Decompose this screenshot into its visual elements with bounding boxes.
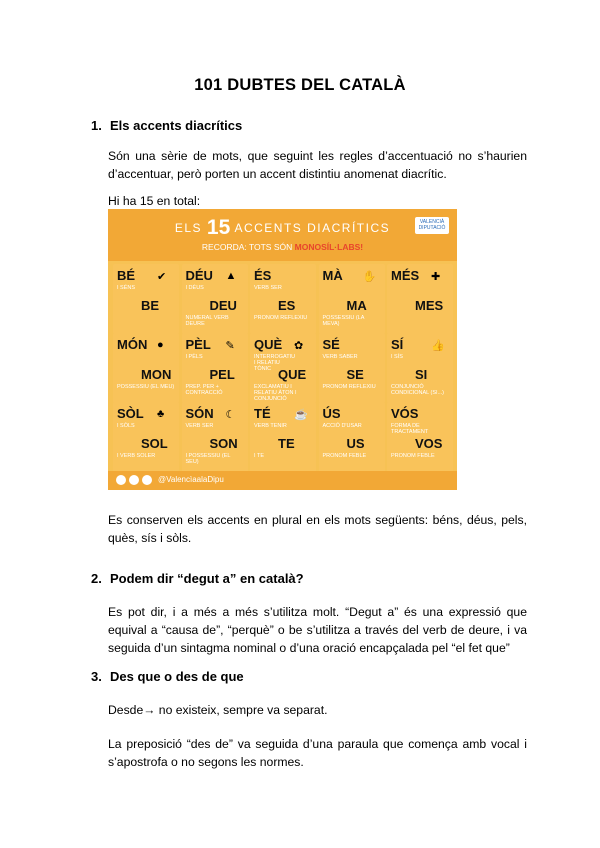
unaccented-word: PEL xyxy=(209,367,235,382)
twitter-icon xyxy=(129,475,139,485)
accent-cell xyxy=(387,333,453,403)
illustration-icon: ✔ xyxy=(157,271,167,283)
accented-word: SÒL xyxy=(117,406,144,421)
accented-word-note: I PÈLS xyxy=(185,354,203,360)
facebook-icon xyxy=(116,475,126,485)
illustration-icon: ☾ xyxy=(225,409,236,421)
unaccented-word: SE xyxy=(346,367,364,382)
unaccented-word: SI xyxy=(415,367,428,382)
accented-word: VÓS xyxy=(391,406,419,421)
section-heading-text: Podem dir “degut a” en català? xyxy=(110,571,304,586)
reminder-highlight: MONOSÍL·LABS! xyxy=(294,242,364,252)
accent-cell xyxy=(250,264,316,334)
accented-word: TÉ xyxy=(254,406,271,421)
unaccented-word-note: EXCLAMATIU I RELATIU ÀTON I CONJUNCIÓ xyxy=(254,384,297,402)
illustration-icon: ● xyxy=(157,339,164,351)
infographic-header xyxy=(108,209,457,261)
accented-word-note: I SÉNS xyxy=(117,285,136,291)
unaccented-word-note: PRONOM REFLEXIU xyxy=(322,384,376,390)
accented-word: MÉS xyxy=(391,268,420,283)
title-number: 15 xyxy=(206,216,231,239)
accented-word-note: VERB SABER xyxy=(322,354,358,360)
section-heading-text: Des que o des de que xyxy=(110,669,244,684)
accented-word: SÍ xyxy=(391,337,404,352)
diacritic-accents-infographic xyxy=(108,209,457,490)
section-number: 3. xyxy=(91,669,102,684)
unaccented-word-note: PRONOM FEBLE xyxy=(322,453,367,459)
accent-cell xyxy=(182,333,248,403)
illustration-icon: 👍 xyxy=(431,340,445,352)
accented-word-note: VERB TENIR xyxy=(254,423,287,429)
accented-word-note: INTERROGATIU I RELATIU TÒNIC xyxy=(254,354,296,372)
unaccented-word-note: I VERB SOLER xyxy=(117,453,156,459)
infographic-reminder xyxy=(108,242,457,252)
accented-word-note: I SÒLS xyxy=(117,423,135,429)
accent-cell xyxy=(250,402,316,472)
accented-word: SÉ xyxy=(322,337,340,352)
accent-cell xyxy=(319,264,385,334)
accented-word: PÈL xyxy=(185,337,211,352)
accent-cell xyxy=(113,333,179,403)
illustration-icon: ✋ xyxy=(362,271,377,283)
accented-word-note: FORMA DE TRACTAMENT xyxy=(391,423,429,435)
paragraph: Són una sèrie de mots, que seguint les regles d’accentuació no s’haurien d’accentuar, però porten un accent distintiu anomenat diacrític. xyxy=(108,149,527,181)
paragraph: Hi ha 15 en total: xyxy=(108,194,201,208)
unaccented-word-note: CONJUNCIÓ CONDICIONAL (SI...) xyxy=(391,384,444,396)
illustration-icon: ✚ xyxy=(431,271,441,283)
unaccented-word-note: PRONOM FEBLE xyxy=(391,453,435,459)
unaccented-word-note: POSSESSIU (LA MEVA) xyxy=(322,315,365,327)
accented-word-note: ACCIÓ D'USAR xyxy=(322,423,362,429)
unaccented-word: SOL xyxy=(141,436,168,451)
illustration-icon: ✿ xyxy=(294,340,304,352)
accented-word: QUÈ xyxy=(254,337,283,352)
unaccented-word-note: PREP. PER + CONTRACCIÓ xyxy=(185,384,223,396)
illustration-icon: ☕ xyxy=(294,409,308,421)
unaccented-word: QUE xyxy=(278,367,307,382)
accented-word: SÓN xyxy=(185,406,214,421)
social-handle: @ValencìaalaDipu xyxy=(158,475,224,484)
title-post: ACCENTS DIACRÍTICS xyxy=(234,221,391,235)
reminder-text: RECORDA: TOTS SÓN xyxy=(201,242,293,252)
accented-word: ÚS xyxy=(322,406,341,421)
title-pre: ELS xyxy=(174,221,203,235)
section-heading-1 xyxy=(91,118,242,133)
unaccented-word: VOS xyxy=(415,436,443,451)
accented-word-note: I DÉUS xyxy=(185,285,204,291)
section-heading-2 xyxy=(91,571,304,586)
accent-cell xyxy=(319,402,385,472)
section-heading-3 xyxy=(91,669,244,684)
accented-word: MÀ xyxy=(322,268,343,283)
section-heading-text: Els accents diacrítics xyxy=(110,118,243,133)
paragraph: La preposició “des de” va seguida d’una paraula que comença amb vocal i s’apostrofa o no segons les normes. xyxy=(108,737,527,769)
unaccented-word-note: I TE xyxy=(254,453,264,459)
illustration-icon: ✎ xyxy=(225,340,235,352)
page-title: 101 DUBTES DEL CATALÀ xyxy=(194,76,406,94)
unaccented-word: BE xyxy=(141,298,160,313)
accent-cell xyxy=(250,333,316,403)
unaccented-word: SON xyxy=(209,436,238,451)
infographic-footer xyxy=(108,471,457,490)
accent-cell xyxy=(319,333,385,403)
paragraph: Es pot dir, i a més a més s’utilitza molt. “Degut a” és una expressió que equival a “causa de”, “perquè” o be s’utilitza a través del verb de deure, i va seguida d’un sintagma nominal o d’una oració encapçalada pel “el fet que” xyxy=(108,605,527,655)
unaccented-word: MON xyxy=(141,367,172,382)
illustration-icon: ♣ xyxy=(157,408,165,420)
unaccented-word: US xyxy=(346,436,365,451)
unaccented-word: MES xyxy=(415,298,444,313)
illustration-icon: ▲ xyxy=(225,270,237,282)
unaccented-word: ES xyxy=(278,298,296,313)
diputacio-logo: VALENCIÀ DIPUTACIÓ xyxy=(415,217,449,234)
accented-word-note: VERB SER xyxy=(254,285,282,291)
accent-cell xyxy=(113,264,179,334)
unaccented-word: TE xyxy=(278,436,295,451)
instagram-icon xyxy=(142,475,152,485)
accented-word-note: I SÍS xyxy=(391,354,403,360)
accented-word: DÉU xyxy=(185,268,213,283)
accent-cell xyxy=(387,264,453,334)
paragraph: Es conserven els accents en plural en els mots següents: béns, déus, pels, quès, sís i sòls. xyxy=(108,513,527,545)
accent-cell xyxy=(113,402,179,472)
unaccented-word-note: PRONOM REFLEXIU xyxy=(254,315,308,321)
accented-word: ÉS xyxy=(254,268,272,283)
unaccented-word-note: NUMERAL VERB DEURE xyxy=(185,315,229,327)
accented-word-note: VERB SER xyxy=(185,423,214,429)
accented-word: MÓN xyxy=(117,337,148,352)
paragraph: Desde→ no existeix, sempre va separat. xyxy=(108,703,328,717)
accent-cell xyxy=(387,402,453,472)
section-number: 1. xyxy=(91,118,102,133)
unaccented-word: DEU xyxy=(209,298,237,313)
accented-word: BÉ xyxy=(117,268,136,283)
unaccented-word-note: I POSSESSIU (EL SEU) xyxy=(185,453,231,465)
unaccented-word: MA xyxy=(346,298,367,313)
infographic-title xyxy=(108,216,457,240)
section-number: 2. xyxy=(91,571,102,586)
unaccented-word-note: POSSESSIU (EL MEU) xyxy=(117,384,175,390)
accent-cell xyxy=(182,402,248,472)
accent-cell xyxy=(182,264,248,334)
